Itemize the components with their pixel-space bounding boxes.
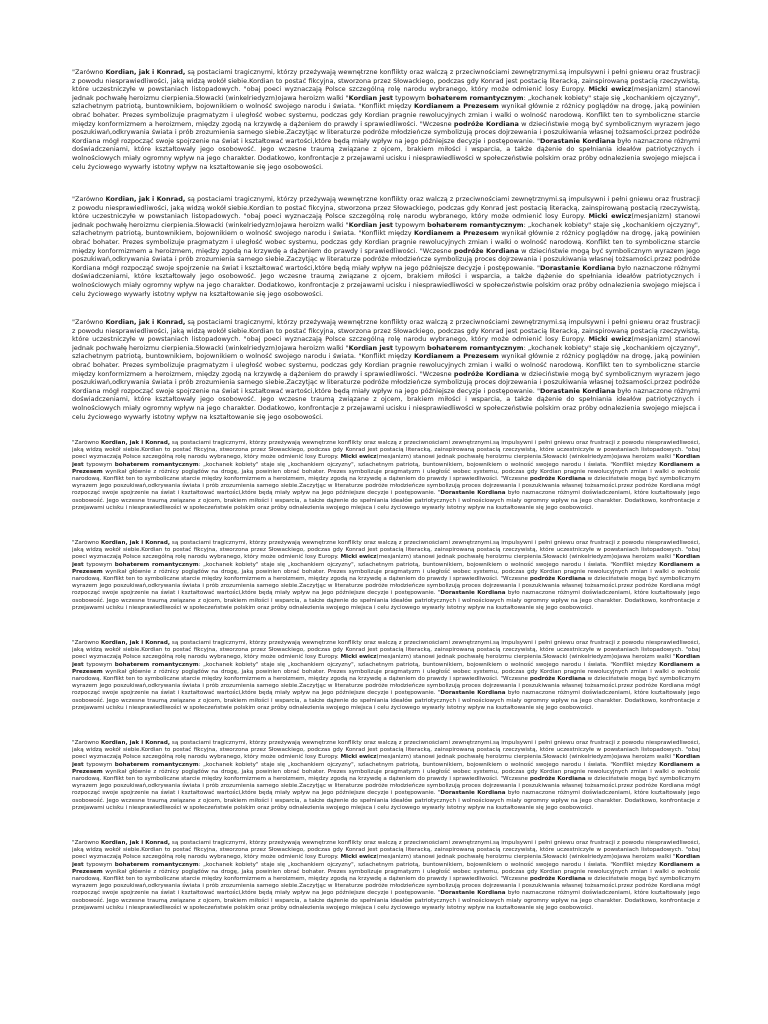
text-run: są postaciami tragicznymi, którzy przeżywają wewnętrzne konflikty oraz walczą z przeciwnościami zewnętrznymi.są impulsywni i pełni gniewu oraz frustracji z powodu niesprawiedliwości, jaką widzą wokół siebie.Kordian to postać fikcyjna, stworzona przez Słowackiego, podczas gdy Konrad jest postacią literacką, zainspirowaną postacią rzeczywistą, które uczestniczyłe w powstaniach listopadowych. "obaj poeci wyznaczają Polsce szczególną rolę narodu wybranego, który może odmienić losy Europy. (72, 68, 700, 94)
text-run: są postaciami tragicznymi, którzy przeżywają wewnętrzne konflikty oraz walczą z przeciwnościami zewnętrznymi.są impulsywni i pełni gniewu oraz frustracji z powodu niesprawiedliwości, jaką widzą wokół siebie.Kordian to postać fikcyjna, stworzona przez Słowackiego, podczas gdy Konrad jest postacią literacką, zainspirowaną postacią rzeczywistą, które uczestniczyłe w powstaniach listopadowych. "obaj poeci wyznaczają Polsce szczególną rolę narodu wybranego, który może odmienić losy Europy. (72, 195, 700, 221)
text-run: typowym (83, 661, 115, 668)
bold-run: Micki ewicz (588, 335, 632, 344)
bold-run: bohaterem romantycznym (114, 761, 199, 768)
text-run: było naznaczone różnymi doświadczeniami, które kształtowały jego osobowość. Jego wczesne traumą związane z ojcem, brakiem miłości i wsparcia, a także dążenie do spełniania ideałów patriotycznych i wolnościowych miały ogromny wpływ na jego charakter. Dodatkowo, konfrontacje z przejawami ucisku i niesprawiedliwości w społeczeństwie polskim oraz próby odnalezienia swojego miejsca i celu życiowego wywarły istotny wpływ na kształtowanie się jego osobowości. (72, 690, 700, 711)
text-run: w dzieciństwie mogą być symbolicznym wyrazem jego poszukiwań,odkrywania świata i prób zrozumienia samego siebie.Zaczytjąc w literaturze podróże młodzieńcze symbolizują proces dojrzewania i poszukiwania własnej tożsamości.przez podróże Kordiana mógł rozpocząć swoje spojrzenie na świat i kształtować wartości,które będą miały wpływ na jego późniejsze decyzje i postępowanie. " (72, 776, 700, 797)
text-run: typowym (83, 461, 115, 468)
bold-run: bohaterem romantycznym (114, 461, 199, 468)
paragraph-text (72, 540, 700, 612)
bold-run: Kordian jest (72, 454, 700, 468)
bold-run: Kordianem a Prezesem (72, 761, 700, 775)
bold-run: Kordianem a Prezesem (72, 861, 700, 875)
text-run: : „kochanek kobiety" staje się „kochankiem ojczyzny", szlachetnym patriotą, buntownikiem, bojownikiem o wolność swojego narodu i świata. "Konflikt między (198, 561, 660, 568)
paragraph-text (72, 840, 700, 912)
text-run: w dzieciństwie mogą być symbolicznym wyrazem jego poszukiwań,odkrywania świata i prób zrozumienia samego siebie.Zaczytjąc w literaturze podróże młodzieńcze symbolizują proces dojrzewania i poszukiwania własnej tożsamości.przez podróże Kordiana mógł rozpocząć swoje spojrzenie na świat i kształtować wartości,które będą miały wpływ na jego późniejsze decyzje i postępowanie. " (72, 876, 700, 897)
bold-run: podróże Kordiana (529, 476, 586, 483)
text-run: "Zarówno (72, 440, 101, 446)
text-run: "Zarówno (72, 840, 101, 846)
text-run: są postaciami tragicznymi, którzy przeżywają wewnętrzne konflikty oraz walczą z przeciwnościami zewnętrznymi.są impulsywni i pełni gniewu oraz frustracji z powodu niesprawiedliwości, jaką widzą wokół siebie.Kordian to postać fikcyjna, stworzona przez Słowackiego, podczas gdy Konrad jest postacią literacką, zainspirowaną postacią rzeczywistą, które uczestniczyłe w powstaniach listopadowych. "obaj poeci wyznaczają Polsce szczególną rolę narodu wybranego, który może odmienić losy Europy. (72, 540, 700, 561)
bold-run: Dorastanie Kordiana (539, 386, 616, 395)
bold-run: Kordian jest (72, 854, 700, 868)
text-run: w dzieciństwie mogą być symbolicznym wyrazem jego poszukiwań,odkrywania świata i prób zrozumienia samego siebie.Zaczytjąc w literaturze podróże młodzieńcze symbolizują proces dojrzewania i poszukiwania własnej tożsamości.przez podróże Kordiana mógł rozpocząć swoje spojrzenie na świat i kształtować wartości,które będą miały wpływ na jego późniejsze decyzje i postępowanie. " (72, 246, 700, 272)
text-run: są postaciami tragicznymi, którzy przeżywają wewnętrzne konflikty oraz walczą z przeciwnościami zewnętrznymi.są impulsywni i pełni gniewu oraz frustracji z powodu niesprawiedliwości, jaką widzą wokół siebie.Kordian to postać fikcyjna, stworzona przez Słowackiego, podczas gdy Konrad jest postacią literacką, zainspirowaną postacią rzeczywistą, które uczestniczyłe w powstaniach listopadowych. "obaj poeci wyznaczają Polsce szczególną rolę narodu wybranego, który może odmienić losy Europy. (72, 440, 700, 461)
bold-run: bohaterem romantycznym (427, 343, 524, 352)
bold-run: Kordian, jak i Konrad, (100, 740, 170, 746)
bold-run: Dorastanie Kordiana (440, 490, 506, 497)
bold-run: Dorastanie Kordiana (539, 263, 616, 272)
bold-run: bohaterem romantycznym (114, 661, 199, 668)
bold-run: podróże Kordiana (529, 676, 586, 683)
bold-run: Kordianem a Prezesem (72, 661, 700, 675)
paragraph-text (72, 68, 700, 171)
text-run: : „kochanek kobiety" staje się „kochankiem ojczyzny", szlachetnym patriotą, buntownikiem, bojownikiem o wolność swojego narodu i świata. "Konflikt między (72, 343, 700, 361)
text-run: było naznaczone różnymi doświadczeniami, które kształtowały jego osobowość. Jego wczesne traumą związane z ojcem, brakiem miłości i wsparcia, a także dążenie do spełniania ideałów patriotycznych i wolnościowych miały ogromny wpływ na jego charakter. Dodatkowo, konfrontacje z przejawami ucisku i niesprawiedliwości w społeczeństwie polskim oraz próby odnalezienia swojego miejsca i celu życiowego wywarły istotny wpływ na kształtowanie się jego osobowości. (72, 263, 700, 298)
text-run: wynikał głównie z różnicy poglądów na drogę, jaką powinien obrać bohater. Prezes symbolizuje pragmatyzm i uległość wobec systemu, podczas gdy Kordian pragnie rewolucyjnych zmian i walki o wolność narodową. Konflikt ten to symboliczne starcie między konformizmem a heroizmem, między zgodą na krzywdę a dążeniem do prawdy i sprawiedliwości. "Wczesne (72, 352, 700, 378)
bold-run: Dorastanie Kordiana (440, 790, 506, 797)
text-run: było naznaczone różnymi doświadczeniami, które kształtowały jego osobowość. Jego wczesne traumą związane z ojcem, brakiem miłości i wsparcia, a także dążenie do spełniania ideałów patriotycznych i wolnościowych miały ogromny wpływ na jego charakter. Dodatkowo, konfrontacje z przejawami ucisku i niesprawiedliwości w społeczeństwie polskim oraz próby odnalezienia swojego miejsca i celu życiowego wywarły istotny wpływ na kształtowanie się jego osobowości. (72, 136, 700, 171)
bold-run: podróże Kordiana (529, 876, 586, 883)
text-run: : „kochanek kobiety" staje się „kochankiem ojczyzny", szlachetnym patriotą, buntownikiem, bojownikiem o wolność swojego narodu i świata. "Konflikt między (198, 661, 660, 668)
text-run: "Zarówno (72, 68, 106, 76)
text-run: "Zarówno (72, 195, 106, 203)
text-run: wynikał głównie z różnicy poglądów na drogę, jaką powinien obrać bohater. Prezes symbolizuje pragmatyzm i uległość wobec systemu, podczas gdy Kordian pragnie rewolucyjnych zmian i walki o wolność narodową. Konflikt ten to symboliczne starcie między konformizmem a heroizmem, między zgodą na krzywdę a dążeniem do prawdy i sprawiedliwości. "Wczesne (72, 229, 700, 255)
bold-run: bohaterem romantycznym (427, 220, 524, 229)
text-run: (mesjanizm) stanowi jednak pochwałę heroizmu cierpienia.Słowacki (winkelriedyzm)ojawa heroizm walki " (376, 654, 676, 661)
bold-run: podróże Kordiana (453, 119, 519, 128)
bold-run: Kordian, jak i Konrad, (105, 318, 186, 326)
bold-run: podróże Kordiana (529, 776, 586, 783)
text-run: : „kochanek kobiety" staje się „kochankiem ojczyzny", szlachetnym patriotą, buntownikiem, bojownikiem o wolność swojego narodu i świata. "Konflikt między (72, 93, 700, 111)
text-run: wynikał głównie z różnicy poglądów na drogę, jaką powinien obrać bohater. Prezes symbolizuje pragmatyzm i uległość wobec systemu, podczas gdy Kordian pragnie rewolucyjnych zmian i walki o wolność narodową. Konflikt ten to symboliczne starcie między konformizmem a heroizmem, między zgodą na krzywdę a dążeniem do prawdy i sprawiedliwości. "Wczesne (72, 868, 700, 883)
bold-run: Kordianem a Prezesem (413, 102, 499, 111)
text-run: są postaciami tragicznymi, którzy przeżywają wewnętrzne konflikty oraz walczą z przeciwnościami zewnętrznymi.są impulsywni i pełni gniewu oraz frustracji z powodu niesprawiedliwości, jaką widzą wokół siebie.Kordian to postać fikcyjna, stworzona przez Słowackiego, podczas gdy Konrad jest postacią literacką, zainspirowaną postacią rzeczywistą, które uczestniczyłe w powstaniach listopadowych. "obaj poeci wyznaczają Polsce szczególną rolę narodu wybranego, który może odmienić losy Europy. (72, 640, 700, 661)
text-run: typowym (393, 343, 428, 352)
bold-run: Kordian, jak i Konrad, (100, 840, 170, 846)
bold-run: Micki ewicz (588, 85, 632, 94)
paragraph-block (72, 740, 700, 832)
text-run: typowym (83, 861, 115, 868)
bold-run: Kordian, jak i Konrad, (100, 540, 170, 546)
text-run: (mesjanizm) stanowi jednak pochwałę heroizmu cierpienia.Słowacki (winkelriedyzm)ojawa heroizm walki " (376, 454, 676, 461)
paragraph-block (72, 195, 700, 305)
text-run: było naznaczone różnymi doświadczeniami, które kształtowały jego osobowość. Jego wczesne traumą związane z ojcem, brakiem miłości i wsparcia, a także dążenie do spełniania ideałów patriotycznych i wolnościowych miały ogromny wpływ na jego charakter. Dodatkowo, konfrontacje z przejawami ucisku i niesprawiedliwości w społeczeństwie polskim oraz próby odnalezienia swojego miejsca i celu życiowego wywarły istotny wpływ na kształtowanie się jego osobowości. (72, 890, 700, 911)
bold-run: Micki ewicz (340, 654, 377, 661)
bold-run: Kordian, jak i Konrad, (100, 640, 170, 646)
paragraph-block (72, 318, 700, 428)
text-run: "Zarówno (72, 640, 101, 646)
paragraph-text (72, 318, 700, 421)
text-run: w dzieciństwie mogą być symbolicznym wyrazem jego poszukiwań,odkrywania świata i prób zrozumienia samego siebie.Zaczytjąc w literaturze podróże młodzieńcze symbolizują proces dojrzewania i poszukiwania własnej tożsamości.przez podróże Kordiana mógł rozpocząć swoje spojrzenie na świat i kształtować wartości,które będą miały wpływ na jego późniejsze decyzje i postępowanie. " (72, 576, 700, 597)
bold-run: Kordian jest (348, 343, 394, 352)
bold-run: Kordian jest (72, 754, 700, 768)
text-run: typowym (393, 220, 428, 229)
text-run: wynikał głównie z różnicy poglądów na drogę, jaką powinien obrać bohater. Prezes symbolizuje pragmatyzm i uległość wobec systemu, podczas gdy Kordian pragnie rewolucyjnych zmian i walki o wolność narodową. Konflikt ten to symboliczne starcie między konformizmem a heroizmem, między zgodą na krzywdę a dążeniem do prawdy i sprawiedliwości. "Wczesne (72, 102, 700, 128)
bold-run: Kordianem a Prezesem (72, 561, 700, 575)
text-run: : „kochanek kobiety" staje się „kochankiem ojczyzny", szlachetnym patriotą, buntownikiem, bojownikiem o wolność swojego narodu i świata. "Konflikt między (198, 861, 660, 868)
text-run: : „kochanek kobiety" staje się „kochankiem ojczyzny", szlachetnym patriotą, buntownikiem, bojownikiem o wolność swojego narodu i świata. "Konflikt między (198, 761, 660, 768)
text-run: było naznaczone różnymi doświadczeniami, które kształtowały jego osobowość. Jego wczesne traumą związane z ojcem, brakiem miłości i wsparcia, a także dążenie do spełniania ideałów patriotycznych i wolnościowych miały ogromny wpływ na jego charakter. Dodatkowo, konfrontacje z przejawami ucisku i niesprawiedliwości w społeczeństwie polskim oraz próby odnalezienia swojego miejsca i celu życiowego wywarły istotny wpływ na kształtowanie się jego osobowości. (72, 490, 700, 511)
text-run: wynikał głównie z różnicy poglądów na drogę, jaką powinien obrać bohater. Prezes symbolizuje pragmatyzm i uległość wobec systemu, podczas gdy Kordian pragnie rewolucyjnych zmian i walki o wolność narodową. Konflikt ten to symboliczne starcie między konformizmem a heroizmem, między zgodą na krzywdę a dążeniem do prawdy i sprawiedliwości. "Wczesne (72, 768, 700, 783)
text-run: w dzieciństwie mogą być symbolicznym wyrazem jego poszukiwań,odkrywania świata i prób zrozumienia samego siebie.Zaczytjąc w literaturze podróże młodzieńcze symbolizują proces dojrzewania i poszukiwania własnej tożsamości.przez podróże Kordiana mógł rozpocząć swoje spojrzenie na świat i kształtować wartości,które będą miały wpływ na jego późniejsze decyzje i postępowanie. " (72, 676, 700, 697)
text-run: wynikał głównie z różnicy poglądów na drogę, jaką powinien obrać bohater. Prezes symbolizuje pragmatyzm i uległość wobec systemu, podczas gdy Kordian pragnie rewolucyjnych zmian i walki o wolność narodową. Konflikt ten to symboliczne starcie między konformizmem a heroizmem, między zgodą na krzywdę a dążeniem do prawdy i sprawiedliwości. "Wczesne (72, 668, 700, 683)
bold-run: Micki ewicz (340, 554, 377, 561)
text-run: są postaciami tragicznymi, którzy przeżywają wewnętrzne konflikty oraz walczą z przeciwnościami zewnętrznymi.są impulsywni i pełni gniewu oraz frustracji z powodu niesprawiedliwości, jaką widzą wokół siebie.Kordian to postać fikcyjna, stworzona przez Słowackiego, podczas gdy Konrad jest postacią literacką, zainspirowaną postacią rzeczywistą, które uczestniczyłe w powstaniach listopadowych. "obaj poeci wyznaczają Polsce szczególną rolę narodu wybranego, który może odmienić losy Europy. (72, 840, 700, 861)
text-run: wynikał głównie z różnicy poglądów na drogę, jaką powinien obrać bohater. Prezes symbolizuje pragmatyzm i uległość wobec systemu, podczas gdy Kordian pragnie rewolucyjnych zmian i walki o wolność narodową. Konflikt ten to symboliczne starcie między konformizmem a heroizmem, między zgodą na krzywdę a dążeniem do prawdy i sprawiedliwości. "Wczesne (72, 468, 700, 483)
paragraph-text (72, 440, 700, 512)
bold-run: Kordian, jak i Konrad, (100, 440, 170, 446)
text-run: : „kochanek kobiety" staje się „kochankiem ojczyzny", szlachetnym patriotą, buntownikiem, bojownikiem o wolność swojego narodu i świata. "Konflikt między (198, 461, 660, 468)
bold-run: Micki ewicz (340, 454, 377, 461)
text-run: w dzieciństwie mogą być symbolicznym wyrazem jego poszukiwań,odkrywania świata i prób zrozumienia samego siebie.Zaczytjąc w literaturze podróże młodzieńcze symbolizują proces dojrzewania i poszukiwania własnej tożsamości.przez podróże Kordiana mógł rozpocząć swoje spojrzenie na świat i kształtować wartości,które będą miały wpływ na jego późniejsze decyzje i postępowanie. " (72, 369, 700, 395)
text-run: "Zarówno (72, 540, 101, 546)
bold-run: Kordian jest (348, 220, 394, 229)
bold-run: Kordian, jak i Konrad, (105, 68, 186, 76)
text-run: było naznaczone różnymi doświadczeniami, które kształtowały jego osobowość. Jego wczesne traumą związane z ojcem, brakiem miłości i wsparcia, a także dążenie do spełniania ideałów patriotycznych i wolnościowych miały ogromny wpływ na jego charakter. Dodatkowo, konfrontacje z przejawami ucisku i niesprawiedliwości w społeczeństwie polskim oraz próby odnalezienia swojego miejsca i celu życiowego wywarły istotny wpływ na kształtowanie się jego osobowości. (72, 386, 700, 421)
text-run: w dzieciństwie mogą być symbolicznym wyrazem jego poszukiwań,odkrywania świata i prób zrozumienia samego siebie.Zaczytjąc w literaturze podróże młodzieńcze symbolizują proces dojrzewania i poszukiwania własnej tożsamości.przez podróże Kordiana mógł rozpocząć swoje spojrzenie na świat i kształtować wartości,które będą miały wpływ na jego późniejsze decyzje i postępowanie. " (72, 476, 700, 497)
text-run: typowym (83, 561, 115, 568)
bold-run: bohaterem romantycznym (114, 561, 199, 568)
bold-run: Micki ewicz (340, 754, 377, 761)
bold-run: Dorastanie Kordiana (539, 136, 616, 145)
text-run: było naznaczone różnymi doświadczeniami, które kształtowały jego osobowość. Jego wczesne traumą związane z ojcem, brakiem miłości i wsparcia, a także dążenie do spełniania ideałów patriotycznych i wolnościowych miały ogromny wpływ na jego charakter. Dodatkowo, konfrontacje z przejawami ucisku i niesprawiedliwości w społeczeństwie polskim oraz próby odnalezienia swojego miejsca i celu życiowego wywarły istotny wpływ na kształtowanie się jego osobowości. (72, 790, 700, 811)
bold-run: Dorastanie Kordiana (440, 690, 506, 697)
text-run: (mesjanizm) stanowi jednak pochwałę heroizmu cierpienia.Słowacki (winkelriedyzm)ojawa heroizm walki " (72, 85, 700, 102)
bold-run: Micki ewicz (588, 212, 632, 221)
text-run: są postaciami tragicznymi, którzy przeżywają wewnętrzne konflikty oraz walczą z przeciwnościami zewnętrznymi.są impulsywni i pełni gniewu oraz frustracji z powodu niesprawiedliwości, jaką widzą wokół siebie.Kordian to postać fikcyjna, stworzona przez Słowackiego, podczas gdy Konrad jest postacią literacką, zainspirowaną postacią rzeczywistą, które uczestniczyłe w powstaniach listopadowych. "obaj poeci wyznaczają Polsce szczególną rolę narodu wybranego, który może odmienić losy Europy. (72, 318, 700, 344)
bold-run: podróże Kordiana (529, 576, 586, 583)
text-run: typowym (83, 761, 115, 768)
text-run: (mesjanizm) stanowi jednak pochwałę heroizmu cierpienia.Słowacki (winkelriedyzm)ojawa heroizm walki " (72, 335, 700, 352)
text-run: było naznaczone różnymi doświadczeniami, które kształtowały jego osobowość. Jego wczesne traumą związane z ojcem, brakiem miłości i wsparcia, a także dążenie do spełniania ideałów patriotycznych i wolnościowych miały ogromny wpływ na jego charakter. Dodatkowo, konfrontacje z przejawami ucisku i niesprawiedliwości w społeczeństwie polskim oraz próby odnalezienia swojego miejsca i celu życiowego wywarły istotny wpływ na kształtowanie się jego osobowości. (72, 590, 700, 611)
bold-run: podróże Kordiana (453, 369, 519, 378)
text-run: (mesjanizm) stanowi jednak pochwałę heroizmu cierpienia.Słowacki (winkelriedyzm)ojawa heroizm walki " (376, 554, 676, 561)
text-run: (mesjanizm) stanowi jednak pochwałę heroizmu cierpienia.Słowacki (winkelriedyzm)ojawa heroizm walki " (376, 854, 676, 861)
bold-run: Kordianem a Prezesem (413, 352, 499, 361)
bold-run: Kordian, jak i Konrad, (105, 195, 186, 203)
text-run: typowym (393, 93, 428, 102)
paragraph-text (72, 740, 700, 812)
bold-run: Dorastanie Kordiana (440, 890, 506, 897)
bold-run: Kordianem a Prezesem (413, 229, 499, 238)
bold-run: Kordian jest (348, 93, 394, 102)
text-run: (mesjanizm) stanowi jednak pochwałę heroizmu cierpienia.Słowacki (winkelriedyzm)ojawa heroizm walki " (72, 212, 700, 229)
bold-run: bohaterem romantycznym (114, 861, 199, 868)
paragraph-block (72, 540, 700, 632)
text-run: są postaciami tragicznymi, którzy przeżywają wewnętrzne konflikty oraz walczą z przeciwnościami zewnętrznymi.są impulsywni i pełni gniewu oraz frustracji z powodu niesprawiedliwości, jaką widzą wokół siebie.Kordian to postać fikcyjna, stworzona przez Słowackiego, podczas gdy Konrad jest postacią literacką, zainspirowaną postacią rzeczywistą, które uczestniczyłe w powstaniach listopadowych. "obaj poeci wyznaczają Polsce szczególną rolę narodu wybranego, który może odmienić losy Europy. (72, 740, 700, 761)
bold-run: Dorastanie Kordiana (440, 590, 506, 597)
bold-run: Kordian jest (72, 654, 700, 668)
text-run: w dzieciństwie mogą być symbolicznym wyrazem jego poszukiwań,odkrywania świata i prób zrozumienia samego siebie.Zaczytjąc w literaturze podróże młodzieńcze symbolizują proces dojrzewania i poszukiwania własnej tożsamości.przez podróże Kordiana mógł rozpocząć swoje spojrzenie na świat i kształtować wartości,które będą miały wpływ na jego późniejsze decyzje i postępowanie. " (72, 119, 700, 145)
paragraph-block (72, 640, 700, 732)
paragraph-text (72, 640, 700, 712)
paragraph-text (72, 195, 700, 298)
text-run: (mesjanizm) stanowi jednak pochwałę heroizmu cierpienia.Słowacki (winkelriedyzm)ojawa heroizm walki " (376, 754, 676, 761)
text-run: : „kochanek kobiety" staje się „kochankiem ojczyzny", szlachetnym patriotą, buntownikiem, bojownikiem o wolność swojego narodu i świata. "Konflikt między (72, 220, 700, 238)
text-run: wynikał głównie z różnicy poglądów na drogę, jaką powinien obrać bohater. Prezes symbolizuje pragmatyzm i uległość wobec systemu, podczas gdy Kordian pragnie rewolucyjnych zmian i walki o wolność narodową. Konflikt ten to symboliczne starcie między konformizmem a heroizmem, między zgodą na krzywdę a dążeniem do prawdy i sprawiedliwości. "Wczesne (72, 568, 700, 583)
paragraph-block (72, 68, 700, 178)
bold-run: Kordian jest (72, 554, 700, 568)
bold-run: Micki ewicz (340, 854, 377, 861)
bold-run: podróże Kordiana (453, 246, 519, 255)
bold-run: bohaterem romantycznym (427, 93, 524, 102)
text-run: "Zarówno (72, 318, 106, 326)
text-run: "Zarówno (72, 740, 101, 746)
bold-run: Kordianem a Prezesem (72, 461, 700, 475)
paragraph-block (72, 840, 700, 932)
paragraph-block (72, 440, 700, 532)
